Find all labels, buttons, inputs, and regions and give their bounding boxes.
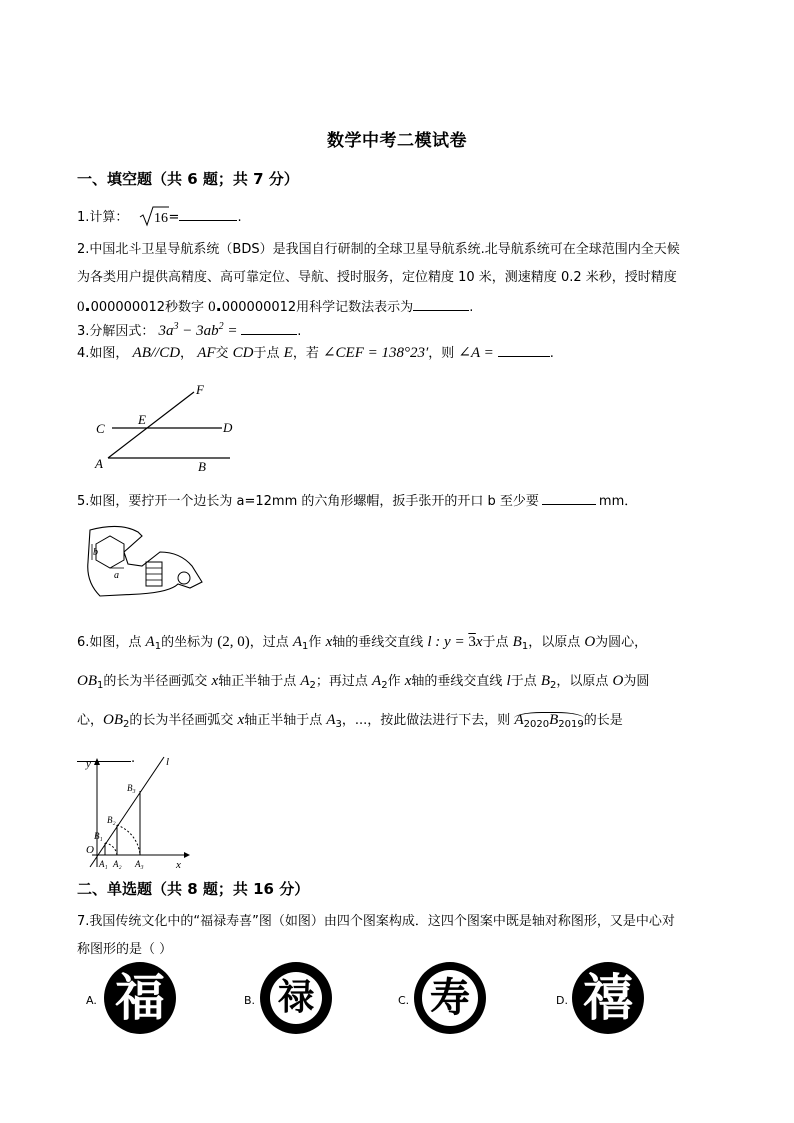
t: x bbox=[325, 634, 333, 650]
t: 的坐标为 bbox=[161, 635, 218, 650]
t: x bbox=[237, 712, 245, 728]
q3-exp-3: 3 bbox=[173, 321, 179, 332]
t: l bbox=[506, 673, 511, 689]
q6-line-2 bbox=[77, 664, 722, 703]
q3-expression bbox=[159, 323, 242, 339]
t: 的长是 bbox=[583, 713, 623, 728]
sqrt-expression bbox=[139, 203, 169, 233]
q7-line-1: 7.我国传统文化中的“福禄寿喜”图（如图）由四个图案构成．这四个图案中既是轴对称图形，又是中心对 bbox=[77, 914, 675, 929]
t: 3 bbox=[335, 719, 342, 730]
t: 为圆心， bbox=[595, 635, 648, 650]
question-6 bbox=[77, 625, 722, 776]
question-7 bbox=[77, 908, 722, 964]
emblem-char-c: 寿 bbox=[430, 975, 470, 1021]
t: A bbox=[300, 673, 310, 689]
q4-figure bbox=[90, 380, 250, 475]
t: 的长为半径画弧交 bbox=[103, 674, 212, 689]
emblem-char-a: 福 bbox=[115, 969, 165, 1027]
t: ，以原点 bbox=[528, 635, 585, 650]
t: 轴的垂线交直线 bbox=[411, 674, 507, 689]
label-y: y bbox=[86, 758, 91, 770]
q3-equals: = bbox=[223, 323, 242, 339]
option-c-label[interactable]: C. bbox=[398, 994, 410, 1007]
q3-term-b: − 3ab bbox=[178, 323, 219, 339]
q4-t2: 交 bbox=[215, 346, 233, 361]
q3-end: . bbox=[297, 324, 302, 339]
q4-ab-parallel-cd: AB//CD bbox=[132, 345, 181, 361]
q4-angle-a: ∠A = bbox=[458, 345, 494, 361]
t: 1 bbox=[154, 641, 162, 652]
question-5 bbox=[77, 487, 722, 517]
lu-emblem-icon[interactable] bbox=[260, 962, 332, 1034]
q4-af: AF bbox=[197, 345, 216, 361]
t: ，...，按此做法进行下去，则 bbox=[341, 713, 515, 728]
question-2 bbox=[77, 236, 722, 322]
t: 轴正半轴于点 bbox=[244, 713, 327, 728]
t: 于点 bbox=[510, 674, 541, 689]
answer-blank-5[interactable] bbox=[542, 490, 596, 505]
t: x bbox=[404, 673, 412, 689]
q4-t3: 于点 bbox=[253, 346, 284, 361]
label-b2: B₂ bbox=[107, 815, 116, 825]
wrench-figure bbox=[80, 522, 210, 602]
wrench-outline bbox=[88, 526, 202, 596]
label-l: l bbox=[166, 756, 170, 768]
q2-number-a: 0 bbox=[77, 299, 85, 315]
xi-emblem-icon[interactable] bbox=[572, 962, 644, 1034]
t: 2020 bbox=[523, 719, 550, 730]
option-a-label[interactable]: A. bbox=[86, 994, 97, 1007]
t: A bbox=[372, 673, 382, 689]
label-a1: A₁ bbox=[99, 859, 108, 869]
t: 轴的垂线交直线 bbox=[332, 635, 428, 650]
label-a-wrench: a bbox=[114, 570, 119, 581]
q4-prefix: 4.如图， bbox=[77, 346, 129, 361]
t: B bbox=[512, 634, 522, 650]
t: 2 bbox=[550, 680, 557, 691]
t: ，过点 bbox=[249, 635, 293, 650]
line-af bbox=[108, 392, 194, 458]
q3-prefix: 3.分解因式： bbox=[77, 324, 155, 339]
q4-t5: ，则 bbox=[428, 346, 459, 361]
arc-notation bbox=[514, 712, 583, 728]
q6-coord: (2, 0) bbox=[217, 634, 250, 650]
t: 作 bbox=[308, 635, 326, 650]
t: ，以原点 bbox=[556, 674, 613, 689]
t: x bbox=[475, 634, 483, 650]
q6-line-3 bbox=[77, 703, 722, 742]
question-4 bbox=[77, 338, 722, 369]
q3-term-a: 3a bbox=[158, 323, 174, 339]
answer-blank-2[interactable] bbox=[413, 296, 469, 311]
t: 1 bbox=[302, 641, 309, 652]
q6-coordinate-figure bbox=[80, 755, 190, 875]
q5-text: 5.如图，要拧开一个边长为 a=12mm 的六角形螺帽，扳手张开的开口 b 至少要 bbox=[77, 494, 539, 509]
t: A bbox=[514, 712, 524, 728]
option-b-label[interactable]: B. bbox=[244, 994, 256, 1007]
q1-equals: = bbox=[168, 210, 180, 225]
section-heading-fill-in: 一、填空题（共 6 题；共 7 分） bbox=[77, 170, 299, 188]
q4-end: . bbox=[549, 346, 554, 361]
label-a: A bbox=[95, 456, 103, 471]
q4-angle: ∠CEF = 138°23′ bbox=[322, 345, 429, 361]
emblem-char-b: 禄 bbox=[277, 977, 314, 1018]
t: O bbox=[77, 673, 88, 689]
label-c: C bbox=[96, 421, 105, 436]
label-f: F bbox=[196, 382, 204, 397]
t: 的长为半径画弧交 bbox=[129, 713, 238, 728]
t: 作 bbox=[387, 674, 405, 689]
t: B bbox=[113, 712, 124, 728]
t: 轴正半轴于点 bbox=[218, 674, 301, 689]
t: 2 bbox=[123, 719, 130, 730]
t: 2019 bbox=[558, 719, 584, 730]
label-a3: A₃ bbox=[135, 859, 144, 869]
t: 于点 bbox=[482, 635, 513, 650]
q4-t1: ， bbox=[180, 346, 194, 361]
q5-unit: mm． bbox=[598, 494, 638, 509]
q4-t4: ，若 bbox=[292, 346, 323, 361]
wrench-hole bbox=[178, 572, 190, 584]
label-b: B bbox=[198, 459, 206, 474]
question-1 bbox=[77, 203, 722, 233]
q4-e: E bbox=[283, 345, 293, 361]
label-b1: B₁ bbox=[94, 831, 103, 841]
t: 2 bbox=[309, 680, 316, 691]
t: 6.如图，点 bbox=[77, 635, 146, 650]
t: 2 bbox=[381, 680, 388, 691]
answer-blank-1[interactable] bbox=[179, 206, 237, 221]
t: O bbox=[103, 712, 114, 728]
t: A bbox=[145, 634, 155, 650]
q4-cd: CD bbox=[232, 345, 254, 361]
q2-number-a-rest: 000000012秒数字 bbox=[90, 300, 209, 315]
q2-line-2: 为各类用户提供高精度、高可靠定位、导航、授时服务，定位精度 10 米，测速精度 0.2 米秒，授时精度 bbox=[77, 270, 677, 285]
answer-blank-3[interactable] bbox=[241, 320, 297, 335]
t: O bbox=[612, 673, 624, 689]
q1-end: . bbox=[237, 210, 242, 225]
answer-blank-4[interactable] bbox=[498, 342, 550, 357]
label-d: D bbox=[223, 420, 233, 435]
line-l bbox=[90, 757, 164, 867]
q2-end: . bbox=[469, 300, 474, 315]
label-o: O bbox=[86, 844, 94, 856]
t: B bbox=[87, 673, 98, 689]
q6-line-1 bbox=[77, 625, 722, 664]
t: 1 bbox=[97, 680, 104, 691]
label-b-wrench: b bbox=[93, 547, 98, 558]
t: x bbox=[211, 673, 219, 689]
sqrt-sign-icon bbox=[139, 205, 169, 227]
t: B bbox=[549, 712, 559, 728]
page-title: 数学中考二模试卷 bbox=[327, 131, 467, 151]
t: O bbox=[584, 634, 596, 650]
q7-line-2: 称图形的是（ ） bbox=[77, 942, 173, 957]
radicand: 16 bbox=[153, 211, 168, 226]
t: 1 bbox=[521, 641, 529, 652]
q2-line-3: 0.000000012秒数字 0.000000012用科学记数法表示为 . bbox=[77, 296, 474, 315]
t: ；再过点 bbox=[315, 674, 373, 689]
label-x: x bbox=[176, 859, 181, 871]
t: 为圆 bbox=[623, 674, 650, 689]
q2-line-1: 2.中国北斗卫星导航系统（BDS）是我国自行研制的全球卫星导航系统.北导航系统可在全球范围内全天候 bbox=[77, 242, 680, 257]
label-a2: A₂ bbox=[113, 859, 122, 869]
t: A bbox=[326, 712, 336, 728]
shou-emblem-icon[interactable] bbox=[414, 962, 486, 1034]
q2-number-b: 0 bbox=[208, 299, 216, 315]
section-heading-single-choice: 二、单选题（共 8 题；共 16 分） bbox=[77, 880, 310, 898]
t: 心， bbox=[77, 713, 104, 728]
q6-end: . bbox=[131, 751, 136, 766]
label-b3: B₃ bbox=[127, 783, 136, 793]
q1-prefix: 1.计算： bbox=[77, 210, 129, 225]
t: A bbox=[292, 634, 303, 650]
emblem-char-d: 禧 bbox=[583, 969, 633, 1027]
q2-number-b-rest: 000000012用科学记数法表示为 bbox=[221, 300, 414, 315]
t: B bbox=[540, 673, 551, 689]
option-d-label[interactable]: D. bbox=[556, 994, 568, 1007]
q6-sqrt: 3 bbox=[468, 634, 476, 650]
q6-line-eq: l : y = bbox=[427, 634, 469, 650]
q3-exp-2: 2 bbox=[218, 321, 224, 332]
fu-emblem-icon[interactable] bbox=[104, 962, 176, 1034]
hexagon-nut bbox=[96, 536, 124, 568]
label-e: E bbox=[138, 412, 146, 427]
